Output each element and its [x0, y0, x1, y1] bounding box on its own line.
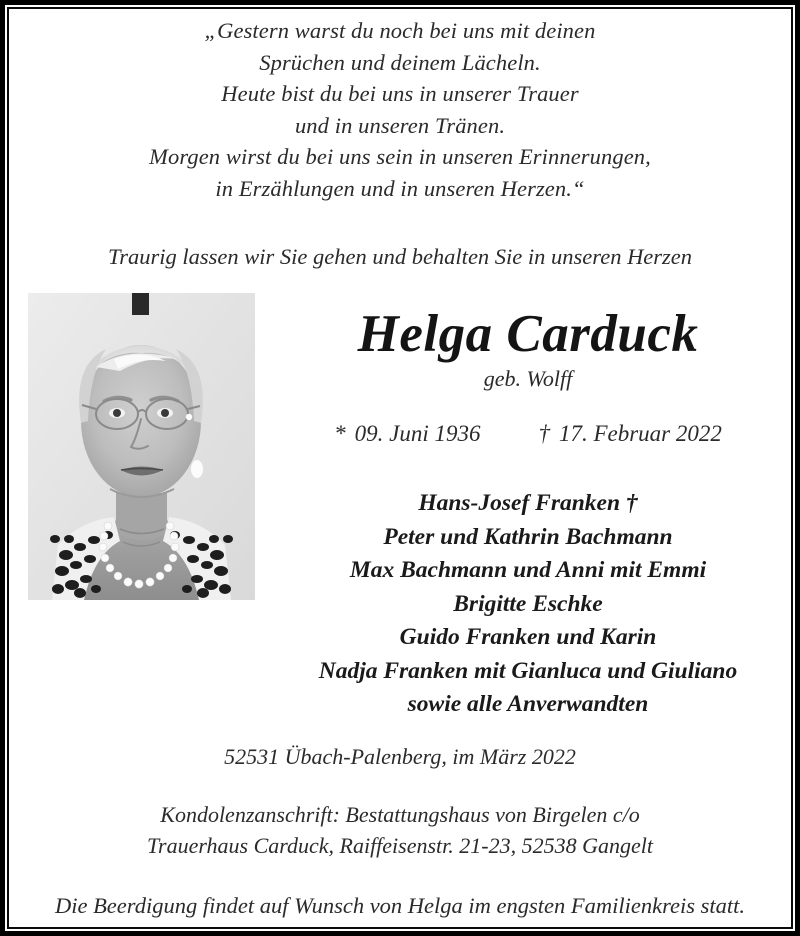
survivor-line: Guido Franken und Karin — [399, 624, 657, 650]
survivor-line: Nadja Franken mit Gianluca und Giuliano — [318, 657, 738, 684]
maiden-name: geb. Wolff — [483, 366, 573, 391]
death-cross-icon: † — [538, 421, 550, 446]
notice-content — [9, 9, 791, 927]
lead-sentence: Traurig lassen wir Sie gehen und behalten Sie in unseren Herzen — [107, 244, 693, 269]
life-dates — [271, 419, 785, 449]
condolence-line: Kondolenzanschrift: Bestattungshaus von Birgelen c/o — [160, 802, 640, 827]
poem-line: in Erzählungen und in unseren Herzen.“ — [215, 175, 585, 201]
birth-date: 09. Juni 1936 — [354, 421, 481, 446]
memorial-poem — [9, 15, 791, 204]
poem-line: Sprüchen und deinem Lächeln. — [259, 49, 541, 75]
poem-line: Heute bist du bei uns in unserer Trauer — [221, 81, 579, 106]
condolence-line: Trauerhaus Carduck, Raiffeisenstr. 21-23, 52538 Gangelt — [147, 833, 653, 858]
condolence-address — [9, 799, 791, 861]
portrait-photo — [28, 293, 255, 600]
death-date: 17. Februar 2022 — [558, 421, 722, 446]
poem-line: und in unseren Tränen. — [294, 112, 506, 138]
survivor-line: sowie alle Anverwandten — [407, 691, 649, 717]
birth-star-icon: * — [334, 421, 346, 446]
name-block — [271, 305, 785, 449]
survivor-line: Hans-Josef Franken † — [418, 490, 638, 516]
survivors-list — [271, 487, 785, 722]
survivor-line: Peter und Kathrin Bachmann — [383, 523, 673, 550]
closing-note: Die Beerdigung findet auf Wunsch von Helga im engsten Familienkreis statt. — [54, 893, 746, 918]
place-and-date: 52531 Übach-Palenberg, im März 2022 — [224, 744, 576, 769]
deceased-name: Helga Carduck — [357, 305, 699, 363]
poem-line: Morgen wirst du bei uns sein in unseren Erinnerungen, — [149, 144, 651, 169]
survivor-line: Brigitte Eschke — [453, 590, 603, 617]
survivor-line: Max Bachmann und Anni mit Emmi — [349, 557, 707, 583]
portrait-image — [28, 293, 255, 600]
poem-line: „Gestern warst du noch bei uns mit deinen — [204, 18, 596, 43]
